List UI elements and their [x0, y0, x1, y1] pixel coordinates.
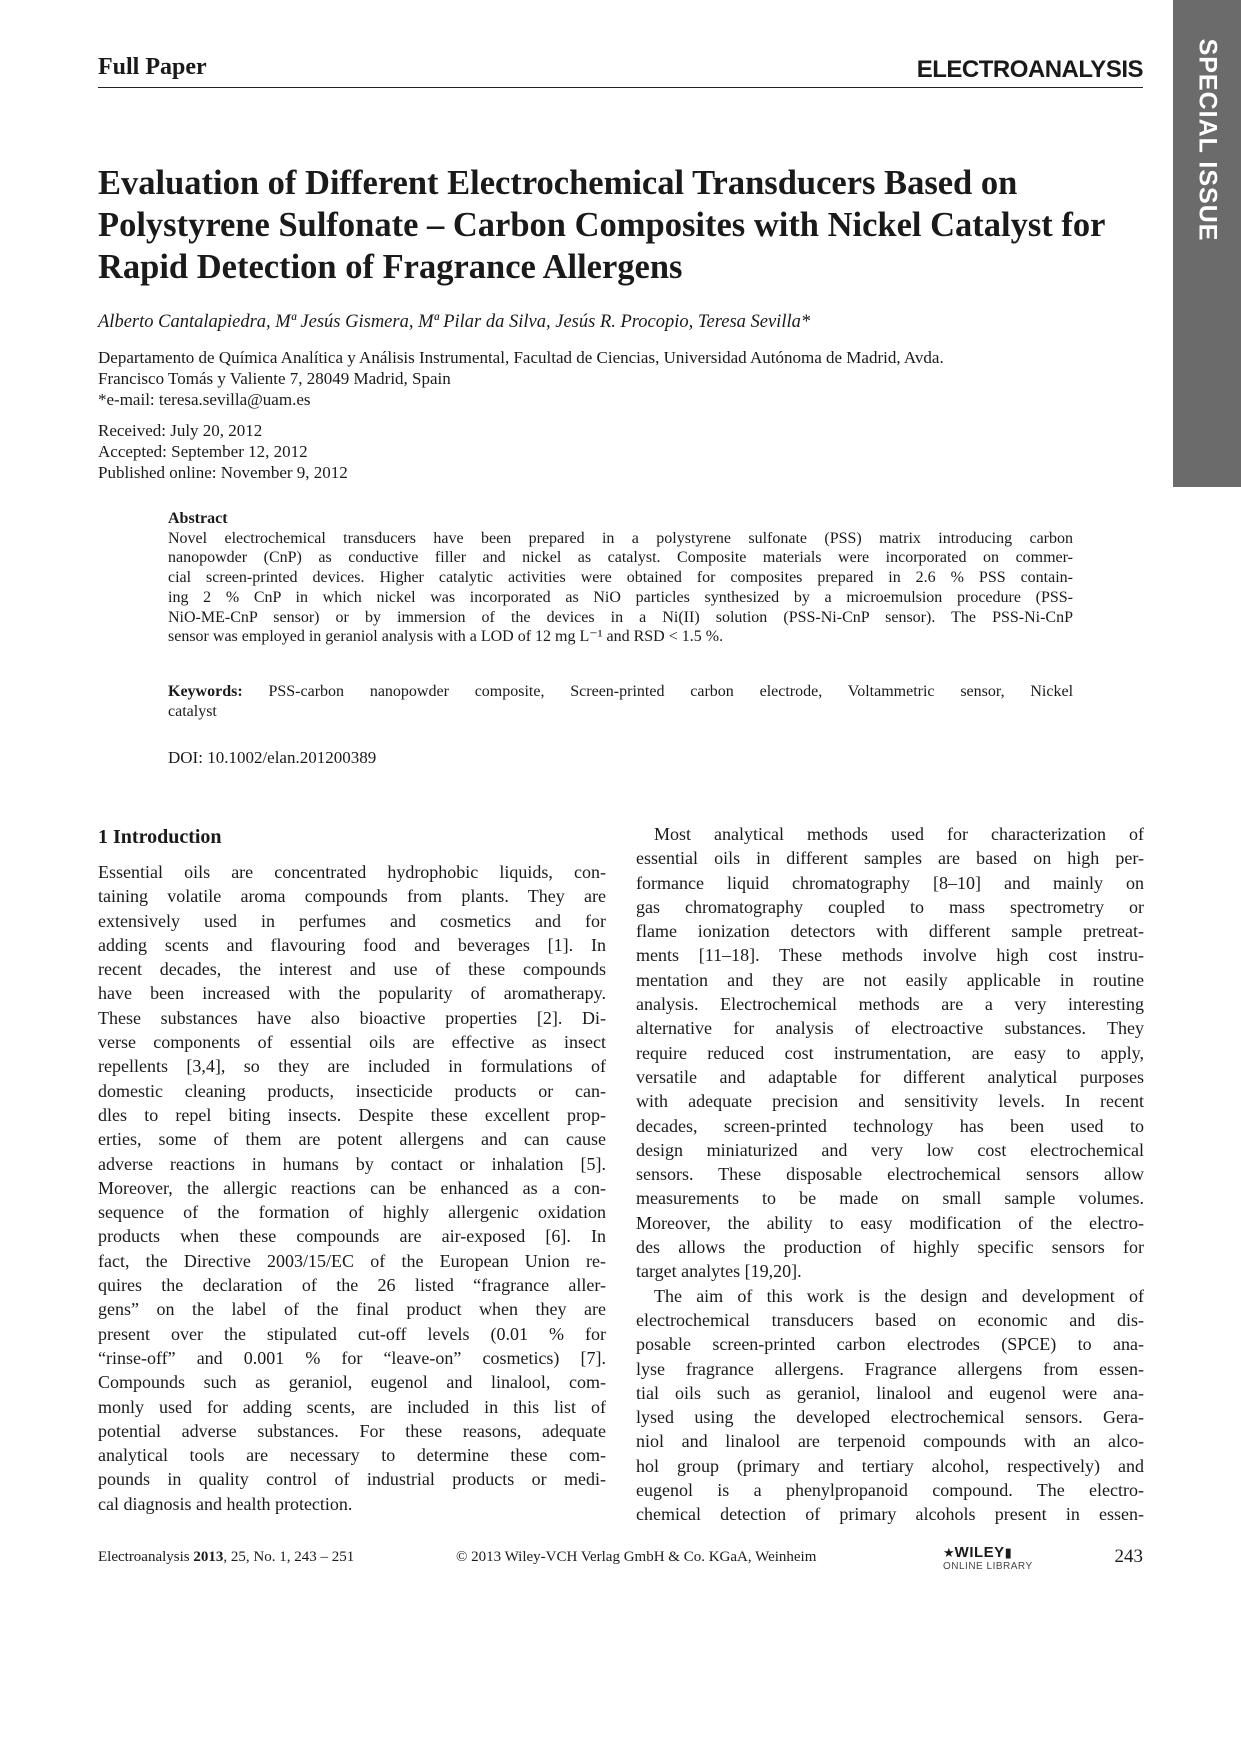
- keywords-block: [168, 682, 1073, 721]
- abstract-line: ing 2 % CnP in which nickel was incorporated as NiO particles synthesized by a microemulsion procedure (PSS-: [168, 588, 1073, 606]
- body-text-line: Moreover, the allergic reactions can be enhanced as a con-: [98, 1177, 606, 1198]
- body-text-line: posable screen-printed carbon electrodes (SPCE) to ana-: [636, 1334, 1144, 1355]
- body-text-line: mentation and they are not easily applicable in routine: [636, 969, 1144, 990]
- keywords-text-cont: catalyst: [168, 702, 217, 720]
- footer-citation: [98, 1549, 354, 1566]
- publication-dates: [98, 420, 348, 483]
- doi: DOI: 10.1002/elan.201200389: [168, 748, 377, 767]
- body-text-line: require reduced cost instrumentation, are easy to apply,: [636, 1042, 1144, 1063]
- wiley-logo-subtext: ONLINE LIBRARY: [943, 1561, 1033, 1572]
- abstract-line: sensor was employed in geraniol analysis with a LOD of 12 mg L⁻¹ and RSD < 1.5 %.: [168, 628, 724, 646]
- body-text-line: versatile and adaptable for different analytical purposes: [636, 1066, 1144, 1087]
- accepted-date: Accepted: September 12, 2012: [98, 442, 308, 461]
- journal-name-header: ELECTROANALYSIS: [916, 56, 1143, 83]
- corresponding-email: *e-mail: teresa.sevilla@uam.es: [98, 390, 311, 409]
- body-text-line: Most analytical methods used for characterization of: [654, 824, 1144, 844]
- abstract-line: nanopowder (CnP) as conductive filler and nickel as catalyst. Composite materials were incorporated on commer-: [168, 549, 1073, 567]
- section-heading-introduction: 1 Introduction: [98, 826, 222, 848]
- footer-year: 2013: [193, 1549, 224, 1565]
- body-text-line: extensively used in perfumes and cosmetics and for: [98, 910, 606, 931]
- received-date: Received: July 20, 2012: [98, 421, 263, 440]
- abstract-line: NiO-ME-CnP sensor) or by immersion of the devices in a Ni(II) solution (PSS-Ni-CnP sensor). The PSS-Ni-CnP: [168, 608, 1073, 626]
- body-text-line: gas chromatography coupled to mass spectrometry or: [636, 896, 1144, 917]
- body-text-line: repellents [3,4], so they are included in formulations of: [98, 1056, 606, 1077]
- body-text-line: hol group (primary and tertiary alcohol, respectively) and: [636, 1455, 1144, 1476]
- body-text-line: dles to repel biting insects. Despite these excellent prop-: [98, 1104, 606, 1125]
- published-date: Published online: November 9, 2012: [98, 463, 348, 482]
- body-text-line: potential adverse substances. For these reasons, adequate: [98, 1420, 606, 1441]
- affiliation: [98, 347, 1148, 410]
- body-text-line: “rinse-off” and 0.001 % for “leave-on” cosmetics) [7].: [98, 1347, 606, 1368]
- body-text-line: sequence of the formation of highly allergenic oxidation: [98, 1202, 606, 1223]
- body-text-line: niol and linalool are terpenoid compounds with an alco-: [636, 1431, 1144, 1452]
- body-text-line: decades, screen-printed technology has been used to: [636, 1115, 1144, 1136]
- keywords-label: Keywords:: [168, 683, 243, 700]
- body-text-line: analytical tools are necessary to determine these com-: [98, 1445, 606, 1466]
- body-text-line: Moreover, the ability to easy modification of the electro-: [636, 1212, 1144, 1233]
- author-list: Alberto Cantalapiedra, Mª Jesús Gismera, Mª Pilar da Silva, Jesús R. Procopio, Teresa Sevilla*: [98, 312, 811, 332]
- body-text-line: lyse fragrance allergens. Fragrance allergens from essen-: [636, 1358, 1144, 1379]
- wiley-logo-text: WILEY: [954, 1544, 1005, 1561]
- body-text-line: gens” on the label of the final product when they are: [98, 1299, 606, 1320]
- body-text-line: target analytes [19,20].: [636, 1261, 802, 1282]
- body-text-line: present over the stipulated cut-off levels (0.01 % for: [98, 1323, 606, 1344]
- body-text-line: Compounds such as geraniol, eugenol and linalool, com-: [98, 1372, 606, 1393]
- body-text-line: have been increased with the popularity of aromatherapy.: [98, 983, 606, 1004]
- abstract-line: Novel electrochemical transducers have been prepared in a polystyrene sulfonate (PSS) matrix introducing carbon: [168, 529, 1073, 547]
- keywords-text: PSS-carbon nanopowder composite, Screen-printed carbon electrode, Voltammetric sensor, Nickel: [268, 683, 1074, 700]
- body-text-line: erties, some of them are potent allergens and can cause: [98, 1129, 606, 1150]
- affiliation-line: Francisco Tomás y Valiente 7, 28049 Madrid, Spain: [98, 369, 451, 388]
- body-text-line: monly used for adding scents, are included in this list of: [98, 1396, 606, 1417]
- special-issue-label: SPECIAL ISSUE: [1193, 38, 1222, 242]
- paper-title: Evaluation of Different Electrochemical Transducers Based on Polystyrene Sulfonate – Carbon Composites with Nickel Catalyst for Rapid Detection of Fragrance Allergens: [98, 164, 1105, 286]
- book-icon: ▮: [1004, 1545, 1012, 1560]
- wiley-icon: ★: [943, 1545, 955, 1560]
- body-text-line: electrochemical transducers based on economic and dis-: [636, 1309, 1144, 1330]
- body-text-line: taining volatile aroma compounds from plants. They are: [98, 886, 606, 907]
- abstract-block: [168, 509, 1073, 647]
- body-text-line: products when these compounds are air-exposed [6]. In: [98, 1226, 606, 1247]
- body-text-line: alternative for analysis of electroactive substances. They: [636, 1018, 1144, 1039]
- footer-copyright: © 2013 Wiley-VCH Verlag GmbH & Co. KGaA, Weinheim: [456, 1549, 817, 1565]
- body-text-line: measurements to be made on small sample volumes.: [636, 1188, 1144, 1209]
- body-text-line: chemical detection of primary alcohols present in essen-: [636, 1504, 1144, 1525]
- body-text-line: design miniaturized and very low cost electrochemical: [636, 1139, 1144, 1160]
- body-text-line: fact, the Directive 2003/15/EC of the European Union re-: [98, 1250, 606, 1271]
- body-text-line: lysed using the developed electrochemical sensors. Gera-: [636, 1407, 1144, 1428]
- body-text-line: quires the declaration of the 26 listed “fragrance aller-: [98, 1275, 606, 1296]
- body-text-line: domestic cleaning products, insecticide products or can-: [98, 1080, 606, 1101]
- body-text-line: adding scents and flavouring food and beverages [1]. In: [98, 934, 606, 955]
- body-text-line: These substances have also bioactive properties [2]. Di-: [98, 1007, 606, 1028]
- right-column: [636, 822, 1144, 1527]
- body-text-line: ments [11–18]. These methods involve high cost instru-: [636, 945, 1144, 966]
- wiley-logo: [943, 1544, 1033, 1572]
- header-rule: [98, 87, 1143, 88]
- body-text-line: tial oils such as geraniol, linalool and eugenol were ana-: [636, 1382, 1144, 1403]
- body-text-line: cal diagnosis and health protection.: [98, 1493, 353, 1514]
- body-text-line: adverse reactions in humans by contact or inhalation [5].: [98, 1153, 606, 1174]
- article-type-label: Full Paper: [98, 54, 207, 80]
- footer-volume: , 25, No. 1, 243 – 251: [223, 1549, 355, 1565]
- abstract-line: cial screen-printed devices. Higher catalytic activities were obtained for composites prepared in 2.6 % PSS contain-: [168, 569, 1073, 587]
- special-issue-tab: [1173, 0, 1241, 487]
- body-text-line: eugenol is a phenylpropanoid compound. The electro-: [636, 1480, 1144, 1501]
- body-text-line: formance liquid chromatography [8–10] and mainly on: [636, 872, 1144, 893]
- body-text-line: flame ionization detectors with different sample pretreat-: [636, 921, 1144, 942]
- body-text-line: des allows the production of highly specific sensors for: [636, 1237, 1144, 1258]
- body-text-line: sensors. These disposable electrochemical sensors allow: [636, 1164, 1144, 1185]
- page-number: 243: [1114, 1546, 1143, 1567]
- body-text-line: pounds in quality control of industrial products or medi-: [98, 1469, 606, 1490]
- body-text-line: verse components of essential oils are effective as insect: [98, 1032, 606, 1053]
- body-text-line: The aim of this work is the design and development of: [654, 1285, 1144, 1306]
- footer-journal: Electroanalysis: [98, 1549, 190, 1565]
- body-text-line: essential oils in different samples are based on high per-: [636, 848, 1144, 869]
- affiliation-line: Departamento de Química Analítica y Análisis Instrumental, Facultad de Ciencias, Universidad Autónoma de Madrid, Avda.: [98, 348, 944, 367]
- left-column: [98, 860, 606, 1516]
- abstract-label: Abstract: [168, 510, 228, 527]
- body-text-line: analysis. Electrochemical methods are a very interesting: [636, 994, 1144, 1015]
- body-text-line: Essential oils are concentrated hydrophobic liquids, con-: [98, 862, 606, 882]
- body-text-line: with adequate precision and sensitivity levels. In recent: [636, 1091, 1144, 1112]
- body-text-line: recent decades, the interest and use of these compounds: [98, 959, 606, 980]
